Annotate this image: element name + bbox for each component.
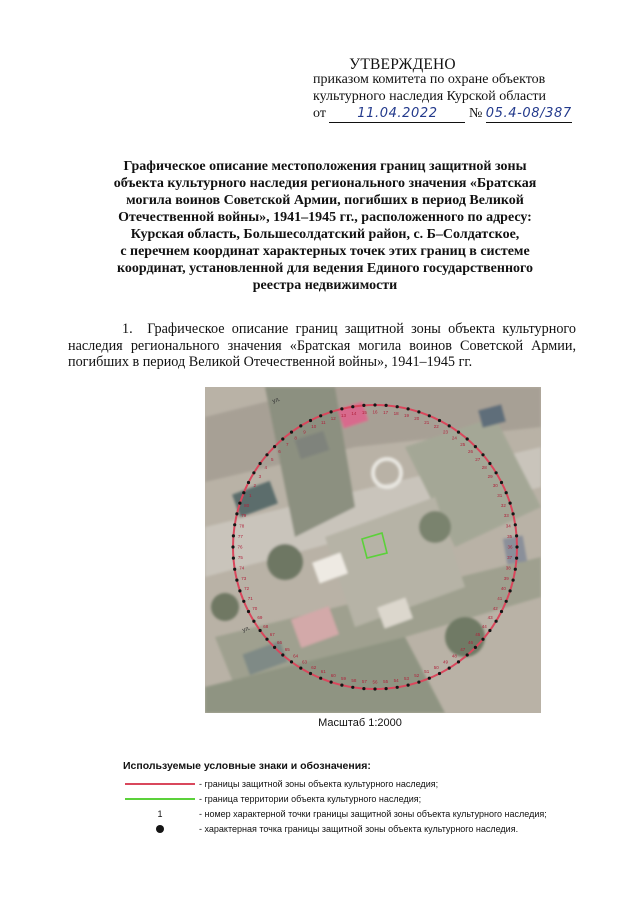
point-number: 36: [507, 544, 513, 550]
title-line: с перечнем координат характерных точек этих границ в системе: [120, 244, 530, 259]
point-number: 18: [393, 411, 399, 417]
point-number: 25: [460, 441, 466, 447]
boundary-point: [428, 414, 431, 417]
point-number: 68: [263, 623, 269, 629]
boundary-point: [495, 620, 498, 623]
point-number: 2: [253, 483, 256, 489]
boundary-point: [514, 523, 517, 526]
legend-title: Используемые условные знаки и обозначения:: [123, 760, 371, 772]
point-number: 21: [424, 419, 430, 425]
point-number: 79: [241, 513, 247, 518]
boundary-point: [373, 687, 376, 690]
boundary-point: [474, 445, 477, 448]
point-number: 30: [492, 483, 498, 489]
map-scale: Масштаб 1:2000: [318, 717, 402, 729]
boundary-point: [481, 453, 484, 456]
boundary-point: [247, 610, 250, 613]
title-line: могила воинов Советской Армии, погибших в период Великой: [126, 193, 524, 208]
point-number: 45: [475, 632, 481, 638]
boundary-point: [231, 545, 234, 548]
boundary-map: [205, 387, 541, 713]
point-number: 28: [481, 465, 487, 471]
title-line: реестра недвижимости: [252, 278, 398, 293]
point-number: 44: [481, 623, 487, 629]
boundary-point: [457, 431, 460, 434]
boundary-point: [373, 403, 376, 406]
point-number: 76: [237, 544, 243, 550]
red-line-symbol: [123, 781, 197, 787]
street-label: ул.: [271, 396, 282, 405]
point-number: 31: [497, 492, 503, 498]
boundary-point: [448, 424, 451, 427]
number-symbol: 1: [157, 808, 163, 819]
boundary-point: [290, 660, 293, 663]
legend-item: [123, 806, 547, 821]
boundary-point: [351, 405, 354, 408]
point-number: 60: [330, 672, 336, 678]
point-number: 26: [467, 449, 474, 454]
point-number: 49: [442, 659, 449, 665]
point-number: 50: [433, 664, 439, 670]
point-number: 61: [320, 669, 326, 675]
boundary-point: [407, 407, 410, 410]
boundary-point: [362, 687, 365, 690]
boundary-point: [252, 471, 255, 474]
boundary-point: [500, 481, 503, 484]
boundary-point: [273, 445, 276, 448]
point-number: 10: [311, 424, 317, 430]
point-number: 46: [467, 640, 474, 645]
approval-line-2: культурного наследия Курской области: [313, 89, 547, 104]
point-number: 9: [303, 429, 306, 435]
point-number: 77: [237, 533, 243, 539]
legend-item: [123, 821, 547, 836]
boundary-point: [309, 672, 312, 675]
boundary-point: [385, 404, 388, 407]
point-number: 40: [500, 586, 506, 592]
street-label: ул.: [241, 625, 252, 634]
point-number: 42: [492, 605, 498, 611]
boundary-point: [242, 600, 245, 603]
boundary-point: [281, 653, 284, 656]
boundary-point: [466, 653, 469, 656]
point-number: 52: [414, 672, 420, 678]
number-underline: [486, 106, 572, 123]
boundary-point: [238, 502, 241, 505]
boundary-point: [385, 687, 388, 690]
boundary-point: [235, 512, 238, 515]
legend-text: - граница территории объекта культурного наследия;: [199, 793, 422, 804]
point-number: 27: [475, 456, 481, 462]
boundary-point: [232, 557, 235, 560]
point-number: 54: [393, 677, 399, 683]
boundary-point: [309, 419, 312, 422]
boundary-point: [428, 677, 431, 680]
map-svg: [205, 387, 541, 713]
point-number: 69: [257, 615, 263, 620]
boundary-point: [514, 568, 517, 571]
point-number: 23: [442, 429, 449, 435]
point-number: 43: [487, 615, 493, 620]
point-number: 65: [284, 647, 290, 653]
point-number: 57: [361, 679, 367, 685]
boundary-point: [259, 462, 262, 465]
point-number: 75: [237, 555, 243, 561]
legend-text: - номер характерной точки границы защитной зоны объекта культурного наследия;: [199, 808, 547, 819]
point-number: 4: [264, 465, 268, 471]
point-number: 34: [505, 523, 511, 529]
boundary-point: [512, 512, 515, 515]
boundary-point: [417, 410, 420, 413]
section-1-number: 1.: [122, 321, 133, 337]
point-number: 67: [269, 632, 275, 638]
boundary-point: [515, 545, 518, 548]
boundary-point: [396, 686, 399, 689]
boundary-point: [474, 646, 477, 649]
boundary-point: [509, 589, 512, 592]
point-number: 20: [414, 416, 420, 422]
boundary-point: [396, 405, 399, 408]
dot-symbol: [123, 824, 197, 834]
point-number: 1: [249, 492, 252, 498]
boundary-point: [438, 672, 441, 675]
section-1-text: Графическое описание границ защитной зоны объекта культурного наследия регионального значения «Братская могила воинов Советской Армии, погибших в период Великой Отечественной войны», 1941–1945 гг.: [68, 321, 576, 370]
point-number: 72: [244, 586, 250, 592]
boundary-point: [509, 502, 512, 505]
approval-date: 11.04.2022: [357, 106, 438, 121]
point-number: 41: [497, 596, 503, 602]
point-number: 19: [403, 413, 410, 419]
point-number: 66: [276, 640, 283, 645]
point-number: 59: [340, 675, 347, 681]
boundary-point: [265, 453, 268, 456]
boundary-point: [330, 681, 333, 684]
title-line: Курская область, Большесолдатский район, с. Б–Солдатское,: [130, 227, 520, 242]
boundary-point: [281, 437, 284, 440]
boundary-point: [457, 660, 460, 663]
approval-number: 05.4-08/387: [485, 106, 572, 121]
boundary-point: [512, 579, 515, 582]
point-number: 73: [241, 576, 247, 581]
boundary-point: [362, 404, 365, 407]
boundary-point: [238, 589, 241, 592]
point-number: 56: [372, 679, 378, 685]
boundary-point: [417, 681, 420, 684]
boundary-point: [505, 600, 508, 603]
boundary-point: [290, 431, 293, 434]
point-number: 71: [247, 596, 253, 602]
point-number: 15: [361, 409, 367, 415]
boundary-point: [481, 638, 484, 641]
legend-item: [123, 776, 547, 791]
boundary-point: [265, 638, 268, 641]
boundary-point: [242, 491, 245, 494]
point-number: 33: [503, 513, 509, 518]
approval-date-line: [313, 106, 572, 123]
point-number: 3: [258, 474, 262, 479]
boundary-point: [252, 620, 255, 623]
point-number: 70: [252, 605, 258, 611]
title-line: Графическое описание местоположения границ защитной зоны: [123, 159, 527, 174]
section-1-paragraph: [68, 321, 576, 371]
approval-heading: УТВЕРЖДЕНО: [349, 56, 456, 73]
boundary-point: [259, 629, 262, 632]
point-number: 13: [340, 413, 347, 419]
boundary-point: [407, 684, 410, 687]
title-line: Отечественной войны», 1941–1945 гг., расположенного по адресу:: [118, 210, 532, 225]
point-number: 62: [311, 664, 317, 670]
point-number: 32: [500, 502, 506, 508]
boundary-point: [515, 557, 518, 560]
point-number: 17: [383, 409, 389, 415]
point-number: 6: [278, 449, 281, 454]
boundary-point: [448, 667, 451, 670]
number-label: №: [468, 106, 483, 121]
date-underline: [329, 106, 465, 123]
boundary-point: [340, 684, 343, 687]
point-number: 29: [487, 474, 493, 479]
point-number: 64: [293, 653, 299, 659]
point-number: 51: [424, 669, 430, 675]
boundary-point: [299, 667, 302, 670]
boundary-point: [247, 481, 250, 484]
point-number: 14: [351, 411, 357, 417]
boundary-point: [351, 686, 354, 689]
title-line: координат, установленной для ведения Единого государственного: [116, 261, 534, 276]
point-number: 58: [351, 677, 357, 683]
boundary-point: [235, 579, 238, 582]
boundary-point: [488, 462, 491, 465]
point-number: 35: [507, 533, 513, 539]
point-number: 74: [239, 565, 245, 571]
point-number: 53: [403, 675, 410, 681]
boundary-point: [505, 491, 508, 494]
boundary-point: [340, 407, 343, 410]
point-number: 47: [460, 647, 466, 653]
point-number: 48: [451, 653, 457, 659]
document-title: [90, 158, 560, 294]
point-number: 12: [330, 416, 336, 422]
point-number: 39: [503, 576, 509, 581]
green-line-symbol: [123, 796, 197, 802]
legend: [123, 760, 547, 836]
point-number: 22: [433, 424, 439, 430]
point-number: 24: [451, 435, 457, 441]
boundary-point: [233, 568, 236, 571]
point-number: 8: [294, 435, 297, 441]
legend-text: - характерная точка границы защитной зоны объекта культурного наследия.: [199, 823, 519, 834]
boundary-point: [319, 677, 322, 680]
boundary-point: [330, 410, 333, 413]
point-number: 37: [507, 555, 513, 561]
boundary-point: [500, 610, 503, 613]
point-number: 5: [271, 456, 274, 462]
boundary-point: [319, 414, 322, 417]
boundary-point: [495, 471, 498, 474]
boundary-point: [515, 534, 518, 537]
boundary-point: [233, 523, 236, 526]
point-number: 16: [372, 409, 378, 415]
point-number: 80: [244, 502, 250, 508]
point-number: 38: [505, 565, 511, 571]
boundary-point: [299, 424, 302, 427]
point-number: 11: [320, 419, 326, 425]
boundary-point: [466, 437, 469, 440]
legend-text: - границы защитной зоны объекта культурного наследия;: [199, 778, 439, 789]
boundary-point: [273, 646, 276, 649]
approval-line-1: приказом комитета по охране объектов: [313, 72, 546, 87]
point-number: 63: [301, 659, 308, 665]
boundary-point: [232, 534, 235, 537]
point-number: 78: [239, 523, 245, 529]
boundary-point: [438, 419, 441, 422]
from-label: от: [313, 106, 326, 121]
legend-item: [123, 791, 547, 806]
boundary-point: [488, 629, 491, 632]
point-number: 7: [286, 441, 289, 447]
title-line: объекта культурного наследия регионального значения «Братская: [113, 176, 537, 191]
point-number: 55: [383, 679, 389, 685]
